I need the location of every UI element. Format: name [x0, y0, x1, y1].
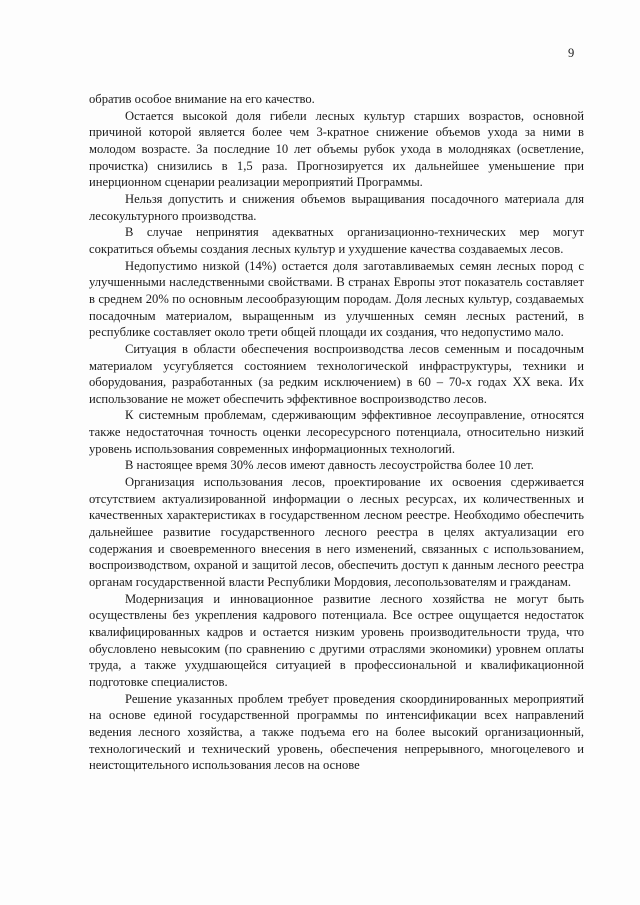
paragraph: Ситуация в области обеспечения воспроизводства лесов семенным и посадочным материалом усугубляется состоянием технологической инфраструктуры, техники и оборудования, разработанных (за редким исключением) в 60 – 70-х годах XX века. Их использование не может обеспечить эффективное воспроизводство лесов. [89, 341, 584, 406]
paragraph: Организация использования лесов, проектирование их освоения сдерживается отсутствием актуализированной информации о лесных ресурсах, их количественных и качественных характеристиках в государственном лесном реестре. Необходимо обеспечить дальнейшее развитие государственного лесного реестра в целях актуализации его содержания и своевременного внесения в него изменений, связанных с использованием, воспроизводством, охраной и защитой лесов, обеспечить доступ к данным лесного реестра органам государственной власти Республики Мордовия, лесопользователям и гражданам. [89, 475, 584, 590]
page-number: 9 [568, 46, 575, 60]
paragraph: обратив особое внимание на его качество. [89, 92, 315, 106]
paragraph: В случае непринятия адекватных организационно-технических мер могут сократиться объемы создания лесных культур и ухудшение качества создаваемых лесов. [89, 225, 584, 256]
paragraph: К системным проблемам, сдерживающим эффективное лесоуправление, относятся также недостаточная точность оценки лесоресурсного потенциала, относительно низкий уровень использования современных информационных технологий. [89, 408, 584, 456]
paragraph: Недопустимо низкой (14%) остается доля заготавливаемых семян лесных пород с улучшенными наследственными свойствами. В странах Европы этот показатель составляет в среднем 20% по основным лесообразующим породам. Доля лесных культур, создаваемых посадочным материалом, выращенным из улучшенных семян лесных растений, в республике составляет около трети общей площади их создания, что недопустимо мало. [89, 258, 584, 340]
paragraph: Модернизация и инновационное развитие лесного хозяйства не могут быть осуществлены без укрепления кадрового потенциала. Все острее ощущается недостаток квалифицированных кадров и остается низким уровень производительности труда, что обусловлено невысоким (по сравнению с другими отраслями экономики) уровнем оплаты труда, а также ухудшающейся ситуацией в профессиональной и квалификационной подготовке специалистов. [89, 591, 584, 689]
paragraph: В настоящее время 30% лесов имеют давность лесоустройства более 10 лет. [125, 458, 534, 473]
paragraph: Нельзя допустить и снижения объемов выращивания посадочного материала для лесокультурного производства. [89, 191, 584, 223]
body-text [89, 91, 584, 774]
paragraph: Остается высокой доля гибели лесных культур старших возрастов, основной причиной которой является более чем 3-кратное снижение объемов ухода за ними в молодом возрасте. За последние 10 лет объемы рубок ухода в молодняках (осветление, прочистка) снизились в 1,5 раза. Прогнозируется их дальнейшее уменьшение при инерционном сценарии реализации мероприятий Программы. [89, 108, 584, 190]
paragraph: Решение указанных проблем требует проведения скоординированных мероприятий на основе единой государственной программы по интенсификации всех направлений ведения лесного хозяйства, а также подъема его на более высокий организационный, технологический и технический уровень, обеспечения непрерывного, многоцелевого и неистощительного использования лесов на основе [89, 691, 584, 773]
